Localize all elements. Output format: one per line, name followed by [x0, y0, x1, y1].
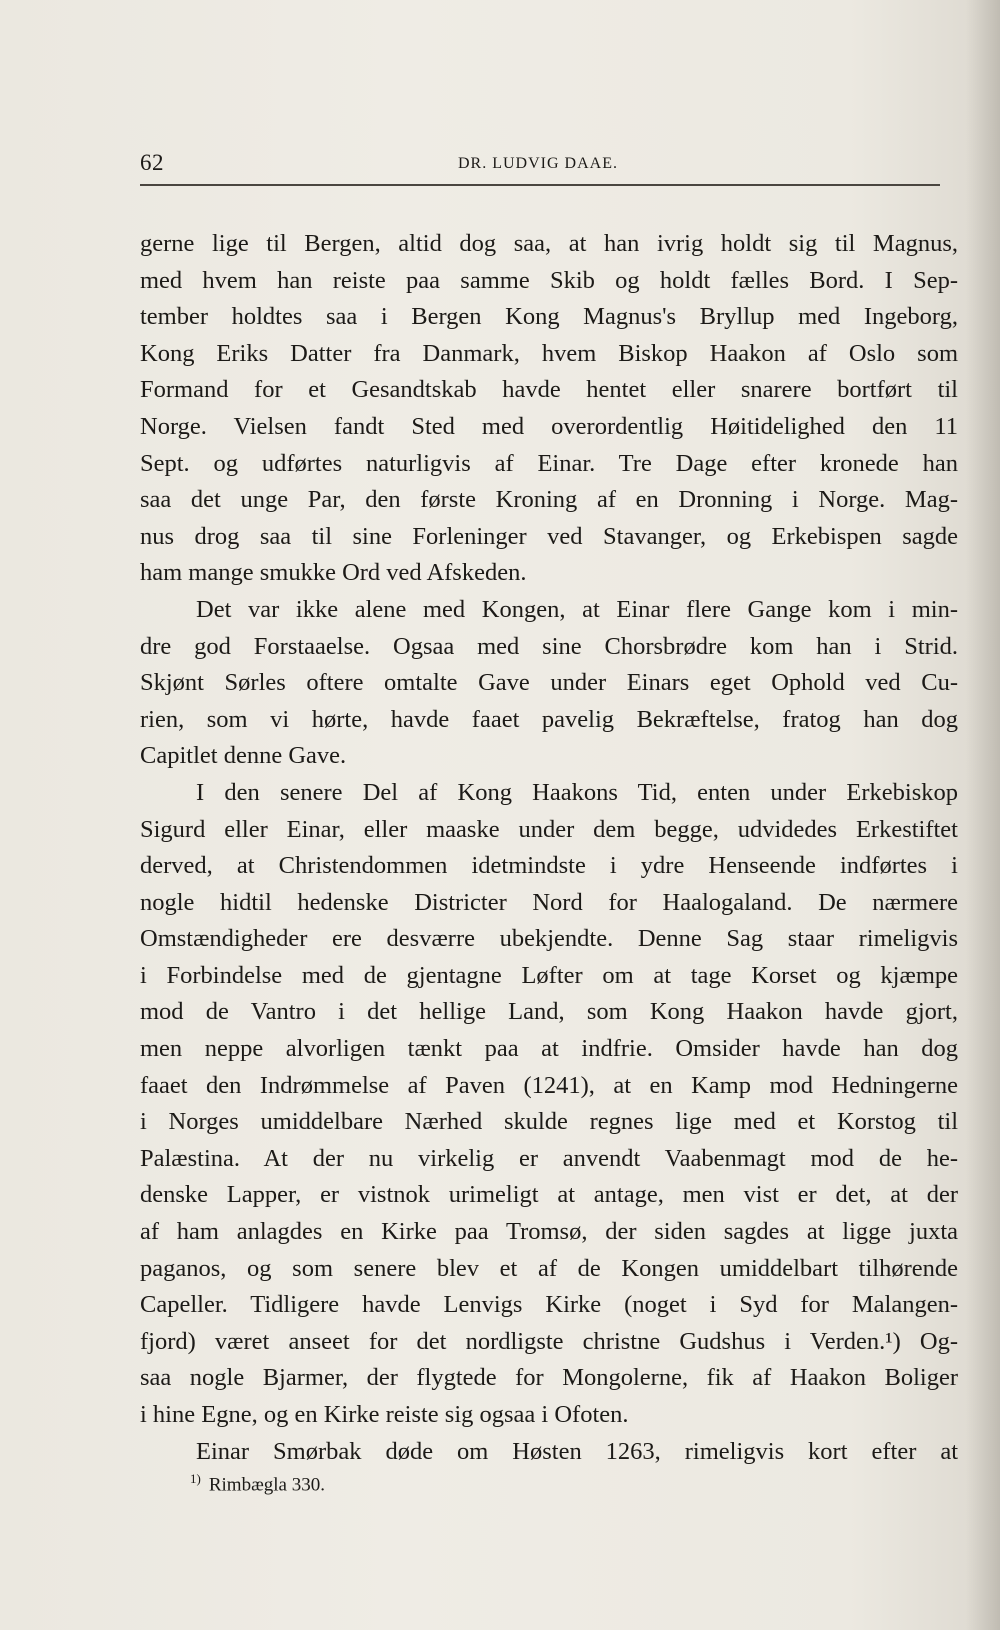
text-line: i hine Egne, og en Kirke reiste sig ogsaa i Ofoten. [140, 1401, 629, 1428]
header-rule [140, 184, 940, 186]
text-line: Kong Eriks Datter fra Danmark, hvem Biskop Haakon af Oslo som [140, 339, 958, 367]
text-line: derved, at Christendommen idetmindste i ydre Henseende indførtes i [140, 852, 958, 880]
text-line: i Forbindelse med de gjentagne Løfter om at tage Korset og kjæmpe [140, 961, 958, 989]
page-header [140, 150, 940, 184]
text-line: i Norges umiddelbare Nærhed skulde regnes lige med et Korstog til [140, 1108, 958, 1136]
text-line: rien, som vi hørte, havde faaet pavelig Bekræftelse, fratog han dog [140, 705, 958, 733]
text-line: ham mange smukke Ord ved Afskeden. [140, 559, 527, 587]
page-gutter-shadow [966, 0, 1000, 1630]
text-line: Formand for et Gesandtskab havde hentet eller snarere bortført til [140, 376, 958, 404]
text-line: fjord) været anseet for det nordligste christne Gudshus i Verden.¹) Og- [140, 1327, 958, 1355]
text-line: saa nogle Bjarmer, der flygtede for Mongolerne, fik af Haakon Boliger [140, 1364, 958, 1392]
text-line: faaet den Indrømmelse af Paven (1241), at en Kamp mod Hedningerne [140, 1071, 958, 1099]
text-line: Omstændigheder ere desværre ubekjendte. Denne Sag staar rimeligvis [140, 925, 958, 953]
page-number: 62 [140, 150, 164, 175]
footnote [190, 1471, 325, 1496]
text-line: nus drog saa til sine Forleninger ved Stavanger, og Erkebispen sagde [140, 522, 958, 550]
text-line: Palæstina. At der nu virkelig er anvendt Vaabenmagt mod de he- [140, 1144, 958, 1172]
text-line: Norge. Vielsen fandt Sted med overordentlig Høitidelighed den 11 [140, 412, 958, 440]
text-line: gerne lige til Bergen, altid dog saa, at han ivrig holdt sig til Magnus, [140, 230, 958, 257]
footnote-marker: 1) [190, 1471, 201, 1486]
text-line: Capitlet denne Gave. [140, 742, 347, 770]
text-line: paganos, og som senere blev et af de Kongen umiddelbart tilhørende [140, 1254, 958, 1282]
text-line: Sigurd eller Einar, eller maaske under dem begge, udvidedes Erkestiftet [140, 815, 958, 843]
text-line: Capeller. Tidligere havde Lenvigs Kirke (noget i Syd for Malangen- [140, 1291, 958, 1319]
text-line: men neppe alvorligen tænkt paa at indfrie. Omsider havde han dog [140, 1035, 958, 1063]
text-line: nogle hidtil hedenske Districter Nord for Haalogaland. De nærmere [140, 888, 958, 916]
text-line: denske Lapper, er vistnok urimeligt at antage, men vist er det, at der [140, 1181, 958, 1209]
footnote-text: Rimbægla 330. [208, 1474, 325, 1496]
paragraph-start-line: I den senere Del af Kong Haakons Tid, enten under Erkebiskop [196, 778, 958, 806]
text-line: med hvem han reiste paa samme Skib og holdt fælles Bord. I Sep- [140, 266, 958, 294]
paragraph-start-line: Det var ikke alene med Kongen, at Einar flere Gange kom i min- [196, 595, 958, 623]
text-line: Sept. og udførtes naturligvis af Einar. Tre Dage efter kronede han [140, 449, 958, 477]
text-line: saa det unge Par, den første Kroning af en Dronning i Norge. Mag- [140, 486, 958, 514]
text-line: dre god Forstaaelse. Ogsaa med sine Chorsbrødre kom han i Strid. [140, 632, 958, 660]
text-line: af ham anlagdes en Kirke paa Tromsø, der siden sagdes at ligge juxta [140, 1218, 958, 1246]
running-head: DR. LUDVIG DAAE. [458, 155, 618, 172]
paragraph-start-line: Einar Smørbak døde om Høsten 1263, rimeligvis kort efter at [196, 1437, 958, 1465]
text-line: tember holdtes saa i Bergen Kong Magnus's Bryllup med Ingeborg, [140, 303, 958, 331]
text-line: Skjønt Sørles oftere omtalte Gave under Einars eget Ophold ved Cu- [140, 669, 958, 697]
body-text [140, 226, 958, 1470]
text-line: mod de Vantro i det hellige Land, som Kong Haakon havde gjort, [140, 998, 958, 1026]
